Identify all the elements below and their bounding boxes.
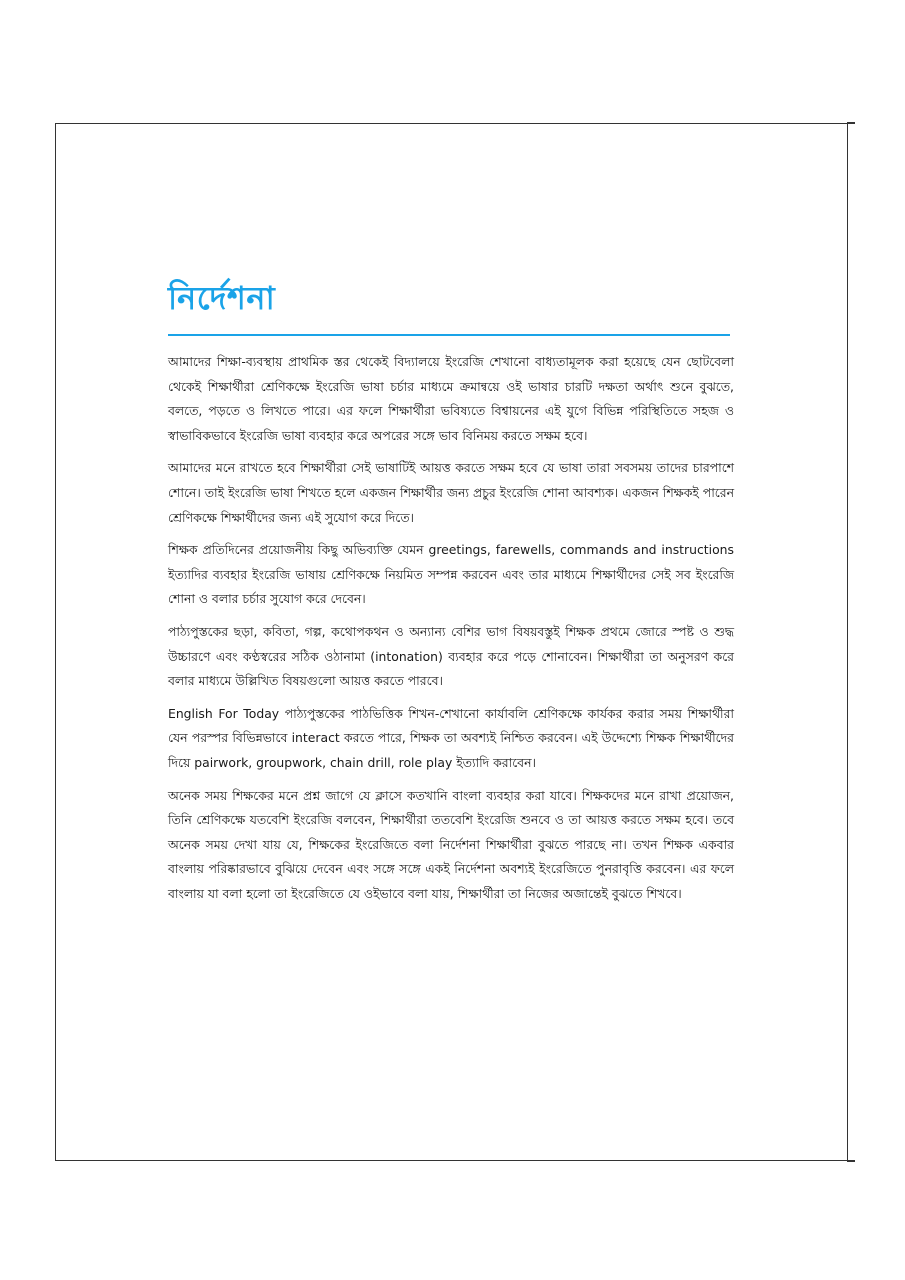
paragraph-1: আমাদের শিক্ষা-ব্যবস্থায় প্রাথমিক স্তর থেকেই বিদ্যালয়ে ইংরেজি শেখানো বাধ্যতামূলক করা হয়েছে যেন ছোটবেলা থেকেই শিক্ষার্থীরা শ্রেণিকক্ষে ইংরেজি ভাষা চর্চার মাধ্যমে ক্রমান্বয়ে ওই ভাষার চারটি দক্ষতা অর্থাৎ শুনে বুঝতে, বলতে, পড়তে ও লিখতে পারে। এর ফলে শিক্ষার্থীরা ভবিষ্যতে বিশ্বায়নের এই যুগে বিভিন্ন পরিস্থিতিতে সহজ ও স্বাভাবিকভাবে ইংরেজি ভাষা ব্যবহার করে অপরের সঙ্গে ভাব বিনিময় করতে সক্ষম হবে। [168, 354, 734, 443]
crop-mark-bottom [847, 1160, 855, 1162]
paragraph-2: আমাদের মনে রাখতে হবে শিক্ষার্থীরা সেই ভাষাটিই আয়ত্ত করতে সক্ষম হবে যে ভাষা তারা সবসময় তাদের চারপাশে শোনে। তাই ইংরেজি ভাষা শিখতে হলে একজন শিক্ষার্থীর জন্য প্রচুর ইংরেজি শোনা আবশ্যক। একজন শিক্ষকই পারেন শ্রেণিকক্ষে শিক্ষার্থীদের জন্য এই সুযোগ করে দিতে। [168, 460, 734, 525]
paragraph-6: অনেক সময় শিক্ষকের মনে প্রশ্ন জাগে যে ক্লাসে কতখানি বাংলা ব্যবহার করা যাবে। শিক্ষকদের মনে রাখা প্রয়োজন, তিনি শ্রেণিকক্ষে যতবেশি ইংরেজি বলবেন, শিক্ষার্থীরা ততবেশি ইংরেজি শুনবে ও তা আয়ত্ত করতে সক্ষম হবে। তবে অনেক সময় দেখা যায় যে, শিক্ষকের ইংরেজিতে বলা নির্দেশনা শিক্ষার্থীরা বুঝতে পারছে না। তখন শিক্ষক একবার বাংলায় পরিষ্কারভাবে বুঝিয়ে দেবেন এবং সঙ্গে সঙ্গে একই নির্দেশনা অবশ্যই ইংরেজিতে পুনরাবৃত্তি করবেন। এর ফলে বাংলায় যা বলা হলো তা ইংরেজিতে যে ওইভাবে বলা যায়, শিক্ষার্থীরা তা নিজের অজান্তেই বুঝতে শিখবে। [168, 787, 734, 901]
title-underline [168, 334, 730, 336]
paragraph-4: পাঠ্যপুস্তকের ছড়া, কবিতা, গল্প, কথোপকথন ও অন্যান্য বেশির ভাগ বিষয়বস্তুই শিক্ষক প্রথমে জোরে স্পষ্ট ও শুদ্ধ উচ্চারণে এবং কণ্ঠস্বরের সঠিক ওঠানামা (intonation) ব্যবহার করে পড়ে শোনাবেন। শিক্ষার্থীরা তা অনুসরণ করে বলার মাধ্যমে উল্লিখিত বিষয়গুলো আয়ত্ত করতে পারবে। [168, 623, 734, 689]
paragraph-3: শিক্ষক প্রতিদিনের প্রয়োজনীয় কিছু অভিব্যক্তি যেমন greetings, farewells, commands and instructions ইত্যাদির ব্যবহার ইংরেজি ভাষায় শ্রেণিকক্ষে নিয়মিত সম্পন্ন করবেন এবং তার মাধ্যমে শিক্ষার্থীদের সেই সব ইংরেজি শোনা ও বলার চর্চার সুযোগ করে দেবেন। [168, 542, 734, 607]
instructions-section [168, 270, 734, 914]
page-title: নির্দেশনা [168, 279, 276, 317]
paragraph-5: English For Today পাঠ্যপুস্তকের পাঠভিত্তিক শিখন-শেখানো কার্যাবলি শ্রেণিকক্ষে কার্যকর করার সময় শিক্ষার্থীরা যেন পরস্পর বিভিন্নভাবে interact করতে পারে, শিক্ষক তা অবশ্যই নিশ্চিত করবেন। এই উদ্দেশ্যে শিক্ষক শিক্ষার্থীদের দিয়ে pairwork, groupwork, chain drill, role play ইত্যাদি করাবেন। [168, 705, 734, 770]
crop-mark-top [847, 122, 855, 124]
